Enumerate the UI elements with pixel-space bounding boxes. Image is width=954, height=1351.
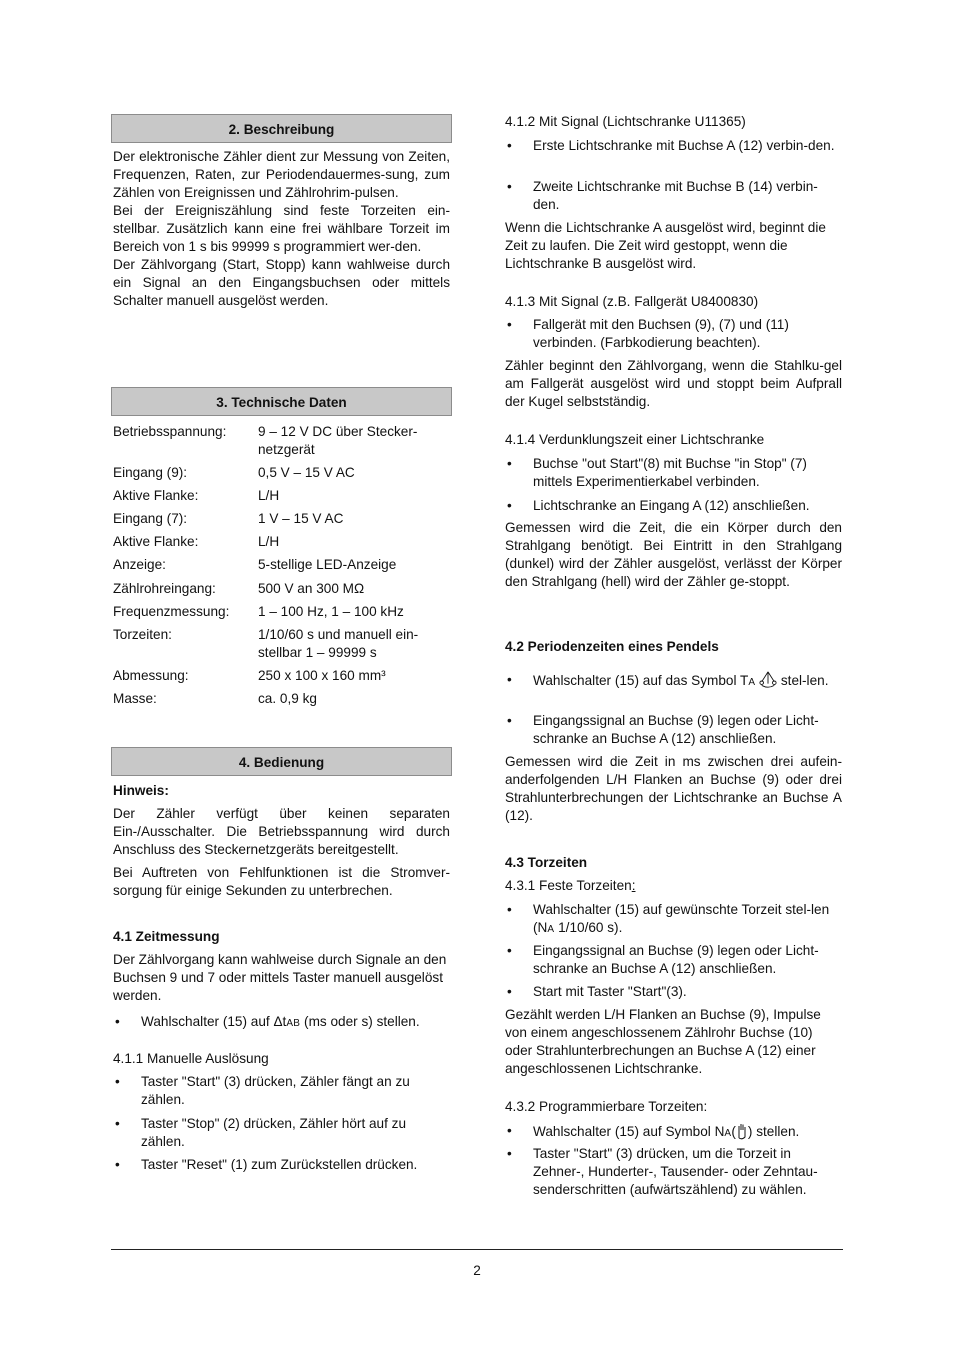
spec-label: Anzeige: <box>113 557 166 572</box>
paragraph-text: Der Zählvorgang kann wahlweise durch Signale an den Buchsen 9 und 7 oder mittels Taster manuell ausgelöst werden. <box>113 952 447 1003</box>
list-item-text: Buchse "out Start"(8) mit Buchse "in Stop" (7) mittels Experimentierkabel verbinden. <box>533 456 807 489</box>
list-item-text: Wahlschalter (15) auf Symbol NA( ) stellen. <box>533 1124 800 1139</box>
spec-value: 250 x 100 x 160 mm³ <box>258 668 386 683</box>
list-item <box>505 942 842 978</box>
list-item <box>113 1156 450 1174</box>
list-item <box>505 497 842 515</box>
heading-torzeiten: 4.3 Torzeiten <box>505 855 588 870</box>
list-item <box>505 1145 842 1199</box>
spec-value: L/H <box>258 534 280 549</box>
bullet: • <box>115 1074 120 1089</box>
list-item-text: Taster "Start" (3) drücken, um die Torzeit in Zehner-, Hunderter-, Tausender- oder Zehntau-senderschritten (aufwärtszählend) zu wählen. <box>533 1146 818 1197</box>
list-item <box>505 1122 842 1143</box>
bullet: • <box>115 1116 120 1131</box>
spec-label: Betriebsspannung: <box>113 424 227 439</box>
hinweis-label: Hinweis: <box>113 783 169 798</box>
spec-row <box>113 487 450 505</box>
paragraph-text: Gezählt werden L/H Flanken an Buchse (9), Impulse von einem angeschlossenem Zählrohr Buchse (10) oder Strahlunterbrechungen an Buchse A (12) einer angeschlossenen Lichtschranke. <box>505 1007 821 1076</box>
subheading-manuelle-ausloesung: 4.1.1 Manuelle Auslösung <box>113 1051 269 1066</box>
paragraph: Bei der Ereigniszählung sind feste Torzeiten ein-stellbar. Zusätzlich kann eine frei wählbare Torzeit im Bereich von 1 s bis 99999 s programmiert wer-den. <box>113 203 450 254</box>
subheading-feste-torzeiten: 4.3.1 Feste Torzeiten: <box>505 878 636 893</box>
list-item-text: Erste Lichtschranke mit Buchse A (12) verbin-den. <box>533 138 835 153</box>
spec-value: L/H <box>258 488 280 503</box>
paragraph: Der Zählvorgang (Start, Stopp) kann wahlweise durch ein Signal an den Eingangsbuchsen oder mittels Schalter manuell ausgelöst werden. <box>113 257 450 308</box>
bullet: • <box>507 902 512 917</box>
footer-rule <box>111 1249 843 1250</box>
page-number: 2 <box>473 1263 481 1278</box>
list-item <box>113 1013 450 1033</box>
spec-row <box>113 533 450 551</box>
paragraph <box>505 1006 842 1078</box>
list-item <box>505 137 842 155</box>
list-item-text: Lichtschranke an Eingang A (12) anschließen. <box>533 498 810 513</box>
bullet: • <box>507 984 512 999</box>
beschreibung-text <box>113 148 450 310</box>
bullet: • <box>507 1123 512 1138</box>
spec-label: Masse: <box>113 691 157 706</box>
bullet: • <box>507 179 512 194</box>
spec-row <box>113 690 450 708</box>
subheading-fallgeraet: 4.1.3 Mit Signal (z.B. Fallgerät U8400830) <box>505 294 759 309</box>
spec-label: Frequenzmessung: <box>113 604 230 619</box>
bullet: • <box>507 138 512 153</box>
subheading-verdunklungszeit: 4.1.4 Verdunklungszeit einer Lichtschranke <box>505 432 765 447</box>
spec-row <box>113 667 450 685</box>
list-item-text: Fallgerät mit den Buchsen (9), (7) und (11) verbinden. (Farbkodierung beachten). <box>533 317 789 350</box>
paragraph: Bei Auftreten von Fehlfunktionen ist die Stromver-sorgung für einige Sekunden zu unterbrechen. <box>113 865 450 898</box>
spec-label: Aktive Flanke: <box>113 534 199 549</box>
paragraph <box>113 951 450 1005</box>
spec-value: 1 V – 15 V AC <box>258 511 344 526</box>
spec-row <box>113 626 450 662</box>
spec-value: 1 – 100 Hz, 1 – 100 kHz <box>258 604 404 619</box>
list-item <box>113 1115 450 1151</box>
section-heading-beschreibung: 2. Beschreibung <box>111 114 452 143</box>
hinweis-block <box>113 782 450 900</box>
paragraph <box>505 357 842 411</box>
spec-label: Aktive Flanke: <box>113 488 199 503</box>
paragraph <box>505 753 842 825</box>
paragraph <box>505 519 842 591</box>
bullet: • <box>507 672 512 687</box>
list-item <box>505 671 842 692</box>
list-item-text: Eingangssignal an Buchse (9) legen oder Licht-schranke an Buchse A (12) anschließen. <box>533 943 819 976</box>
list-item <box>505 455 842 491</box>
list-item-text: Eingangssignal an Buchse (9) legen oder Licht-schranke an Buchse A (12) anschließen. <box>533 713 819 746</box>
spec-label: Abmessung: <box>113 668 189 683</box>
subheading-programmierbare-torzeiten: 4.3.2 Programmierbare Torzeiten: <box>505 1099 708 1114</box>
paragraph-text: Zähler beginnt den Zählvorgang, wenn die Stahlku-gel am Fallgerät ausgelöst wird und stoppt beim Aufprall der Kugel selbstständig. <box>505 358 842 409</box>
pendulum-icon <box>759 671 777 689</box>
spec-row <box>113 603 450 621</box>
paragraph <box>505 219 842 273</box>
spec-row <box>113 556 450 574</box>
spec-row <box>113 510 450 528</box>
section-heading-technische-daten: 3. Technische Daten <box>111 387 452 416</box>
list-item-text: Start mit Taster "Start"(3). <box>533 984 687 999</box>
spec-row <box>113 464 450 482</box>
spec-value: 1/10/60 s und manuell ein-stellbar 1 – 99999 s <box>258 627 419 660</box>
bullet: • <box>507 456 512 471</box>
list-item-text: Taster "Stop" (2) drücken, Zähler hört auf zu zählen. <box>141 1116 407 1149</box>
bullet: • <box>507 317 512 332</box>
spec-label: Eingang (7): <box>113 511 188 526</box>
spec-row <box>113 580 450 598</box>
spec-value: 9 – 12 V DC über Stecker-netzgerät <box>258 424 418 457</box>
spec-value: 5-stellige LED-Anzeige <box>258 557 397 572</box>
spec-label: Eingang (9): <box>113 465 188 480</box>
list-item-text: Wahlschalter (15) auf ΔtAB (ms oder s) stellen. <box>141 1014 420 1029</box>
section-heading-bedienung: 4. Bedienung <box>111 747 452 776</box>
paragraph-text: Gemessen wird die Zeit, die ein Körper durch den Strahlgang benötigt. Bei Eintritt in den Strahlgang (dunkel) wird der Zähler ausgelöst, verlässt der Körper den Strahlgang (hell) wird der Zähler ge-stoppt. <box>505 520 842 589</box>
list-item <box>505 316 842 352</box>
subheading-mit-signal-lichtschranke: 4.1.2 Mit Signal (Lichtschranke U11365) <box>505 114 746 129</box>
hand-icon <box>736 1122 748 1140</box>
bullet: • <box>115 1157 120 1172</box>
bullet: • <box>507 498 512 513</box>
list-item-text: Wahlschalter (15) auf das Symbol TA stel-len. <box>533 673 829 688</box>
list-item <box>505 983 842 1001</box>
list-item-text: Wahlschalter (15) auf gewünschte Torzeit stel-len (NA 1/10/60 s). <box>533 902 830 935</box>
paragraph: Der Zähler verfügt über keinen separaten Ein-/Ausschalter. Die Betriebsspannung wird durch Anschluss des Steckernetzgeräts bereitgestellt. <box>113 806 450 857</box>
list-item-text: Taster "Reset" (1) zum Zurückstellen drücken. <box>141 1157 418 1172</box>
list-item <box>505 712 842 748</box>
spec-label: Torzeiten: <box>113 627 172 642</box>
list-item <box>505 901 842 939</box>
spec-value: ca. 0,9 kg <box>258 691 317 706</box>
heading-zeitmessung: 4.1 Zeitmessung <box>113 929 220 944</box>
list-item-text: Zweite Lichtschranke mit Buchse B (14) verbin-den. <box>533 179 818 212</box>
heading-periodenzeiten: 4.2 Periodenzeiten eines Pendels <box>505 639 719 654</box>
spec-row <box>113 423 450 459</box>
list-item <box>113 1073 450 1109</box>
spec-value: 0,5 V – 15 V AC <box>258 465 355 480</box>
bullet: • <box>507 1146 512 1161</box>
bullet: • <box>507 713 512 728</box>
spec-value: 500 V an 300 MΩ <box>258 581 365 596</box>
paragraph-text: Gemessen wird die Zeit in ms zwischen drei aufein-anderfolgenden L/H Flanken an Buchse (9) oder drei Strahlunterbrechungen der Lichtschranke an Buchse A (12). <box>505 754 842 823</box>
spec-label: Zählrohreingang: <box>113 581 216 596</box>
list-item-text: Taster "Start" (3) drücken, Zähler fängt an zu zählen. <box>141 1074 410 1107</box>
paragraph-text: Wenn die Lichtschranke A ausgelöst wird, beginnt die Zeit zu laufen. Die Zeit wird gestoppt, wenn die Lichtschranke B ausgelöst wird. <box>505 220 826 271</box>
bullet: • <box>115 1014 120 1029</box>
paragraph: Der elektronische Zähler dient zur Messung von Zeiten, Frequenzen, Raten, zur Periodendauermes-sung, zum Zählen von Ereignissen und Zählrohrim-pulsen. <box>113 149 450 200</box>
list-item <box>505 178 842 214</box>
bullet: • <box>507 943 512 958</box>
